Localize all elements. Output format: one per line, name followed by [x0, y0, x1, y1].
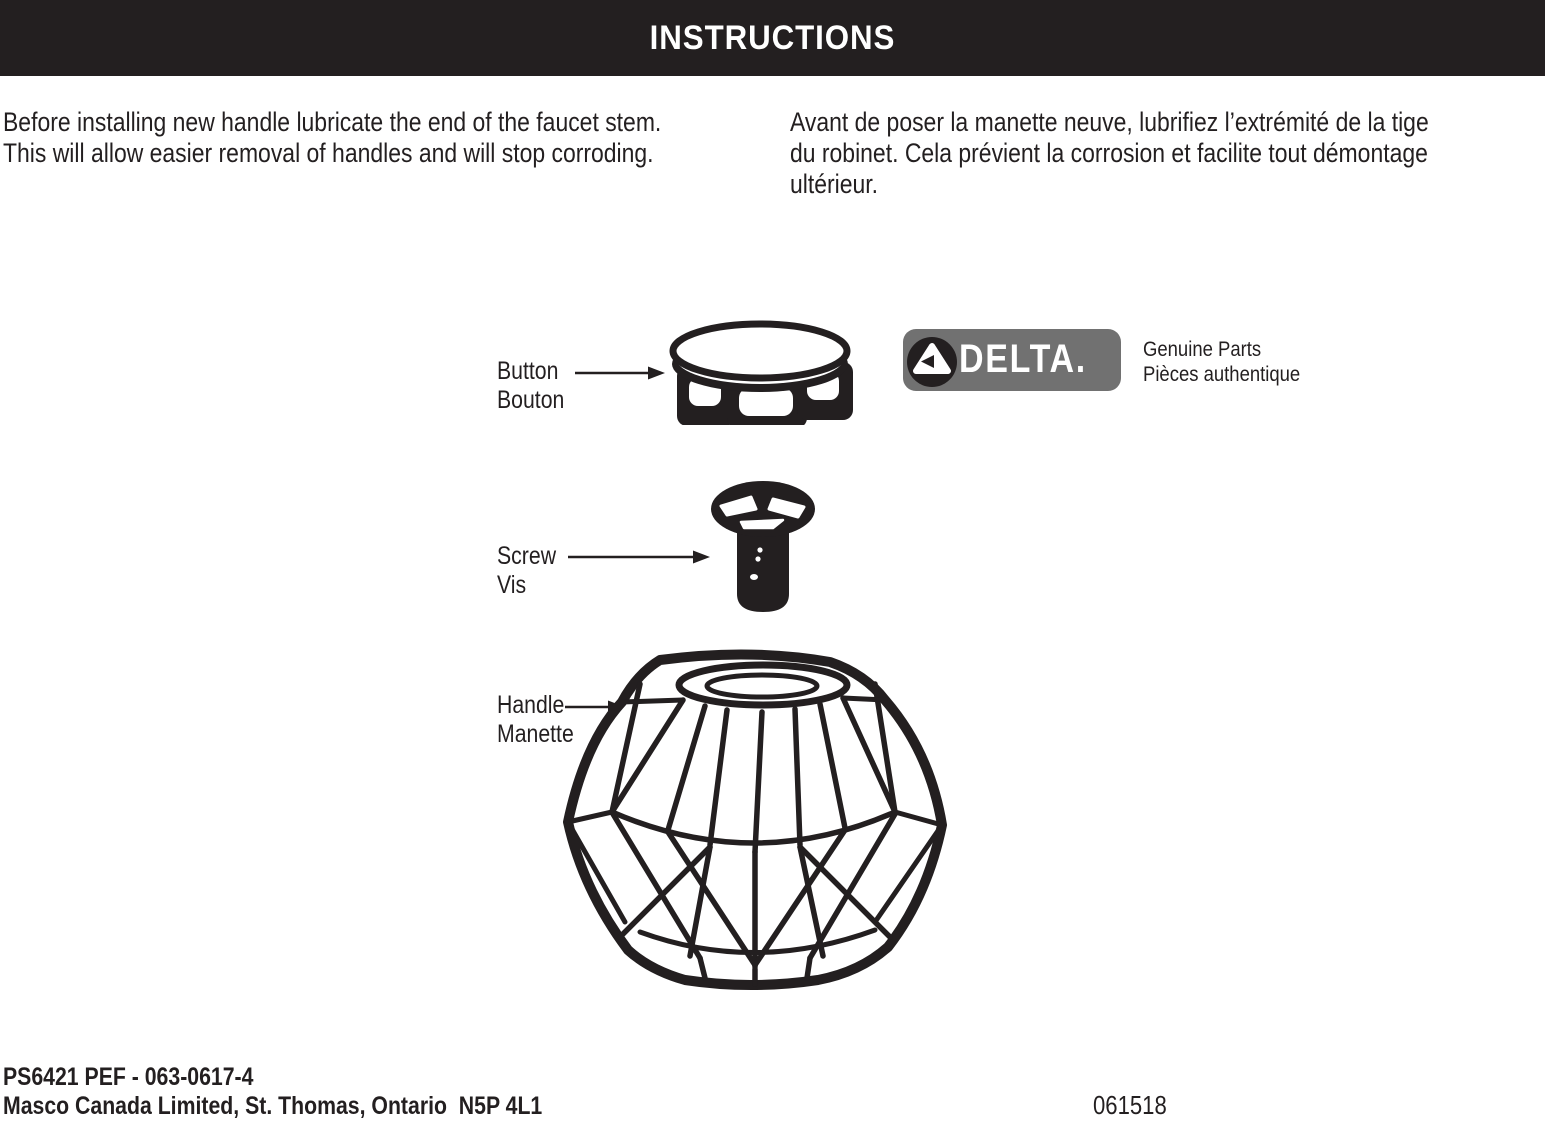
handle-drawing [555, 622, 955, 997]
handle-ring-inner [707, 675, 817, 697]
delta-brand-text: DELTA. [959, 337, 1087, 381]
delta-triangle-icon [907, 337, 957, 387]
intro-fr-line-2: du robinet. Cela prévient la corrosion et facilite tout démontage [790, 138, 1428, 168]
button-label [497, 357, 564, 415]
handle-label-en: Handle [497, 691, 565, 719]
company-address: Masco Canada Limited, St. Thomas, Ontario N5P 4L1 [3, 1092, 543, 1120]
header-bar [0, 0, 1545, 76]
intro-fr-line-1: Avant de poser la manette neuve, lubrifiez l’extrémité de la tige [790, 107, 1429, 137]
screw-shank [737, 528, 789, 612]
screw-arrow [568, 550, 710, 564]
button-label-en: Button [497, 357, 559, 385]
tagline-en: Genuine Parts [1143, 338, 1262, 361]
intro-en-line-1: Before installing new handle lubricate the end of the faucet stem. [3, 107, 662, 137]
page-title: INSTRUCTIONS [649, 18, 896, 57]
screw-label-fr: Vis [497, 571, 527, 599]
screw-label [497, 542, 556, 600]
date-code: 061518 [1093, 1090, 1167, 1120]
intro-paragraph-french [790, 107, 1429, 200]
footer-block [3, 1063, 542, 1121]
intro-fr-line-3: ultérieur. [790, 169, 879, 199]
part-number: PS6421 PEF - 063-0617-4 [3, 1063, 254, 1091]
intro-paragraph-english [3, 107, 661, 169]
screw-drawing [703, 476, 848, 616]
button-label-fr: Bouton [497, 386, 565, 414]
genuine-parts-tagline [1143, 337, 1300, 387]
button-arrow [575, 366, 665, 380]
intro-en-line-2: This will allow easier removal of handles and will stop corroding. [3, 138, 654, 168]
button-cap-top [673, 324, 847, 378]
screw-label-en: Screw [497, 542, 557, 570]
tagline-fr: Pièces authentique [1143, 363, 1301, 386]
delta-logo [903, 329, 1121, 391]
handle-label-fr: Manette [497, 720, 574, 748]
button-drawing [655, 318, 870, 425]
